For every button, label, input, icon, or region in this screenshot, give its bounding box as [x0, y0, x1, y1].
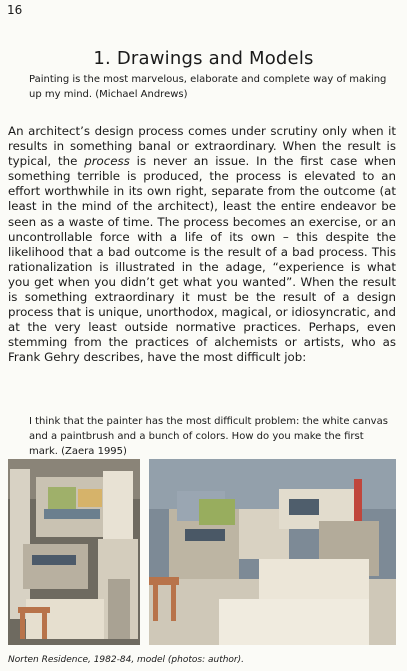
chapter-title: 1. Drawings and Models	[93, 48, 314, 70]
figure-caption: Norten Residence, 1982-84, model (photos: author).	[8, 655, 245, 665]
model-photo-right	[149, 459, 396, 645]
emphasized-word: process	[84, 154, 130, 169]
page-number: 16	[7, 3, 23, 17]
body-text	[8, 124, 396, 366]
body-text-part-1: An architect’s design process comes under scrutiny only when it results in something banal or extraordinary. When the result is typical, the	[8, 124, 396, 169]
block-quote: I think that the painter has the most difficult problem: the white canvas and a paintbrush and a bunch of colors. How do you make the first mark. (Zaera 1995)	[29, 416, 388, 457]
model-photo-left	[8, 459, 140, 645]
body-paragraph	[8, 124, 396, 366]
epigraph: Painting is the most marvelous, elaborate and complete way of making up my mind. (Michael Andrews)	[29, 74, 387, 100]
body-text-part-2: is never an issue. In the first case when something terrible is produced, the process is elevated to an effort worthwhile in its own right, separate from the outcome (at least in the mind of the architect), least the entire endeavor be seen as a waste of time. The process becomes an exercise, or an uncontrollable force with a life of its own – this despite the likelihood that a bad outcome is the result of a bad process. This rationalization is illustrated in the adage, “experience is what you get when you didn’t get what you wanted”. When the result is something extraordinary it must be the result of a design process that is unique, unorthodox, magical, or idiosyncratic, and at the very least outside normative practices. Perhaps, even stemming from the practices of alchemists or artists, who as Frank Gehry describes, have the most difficult job:	[8, 154, 396, 365]
